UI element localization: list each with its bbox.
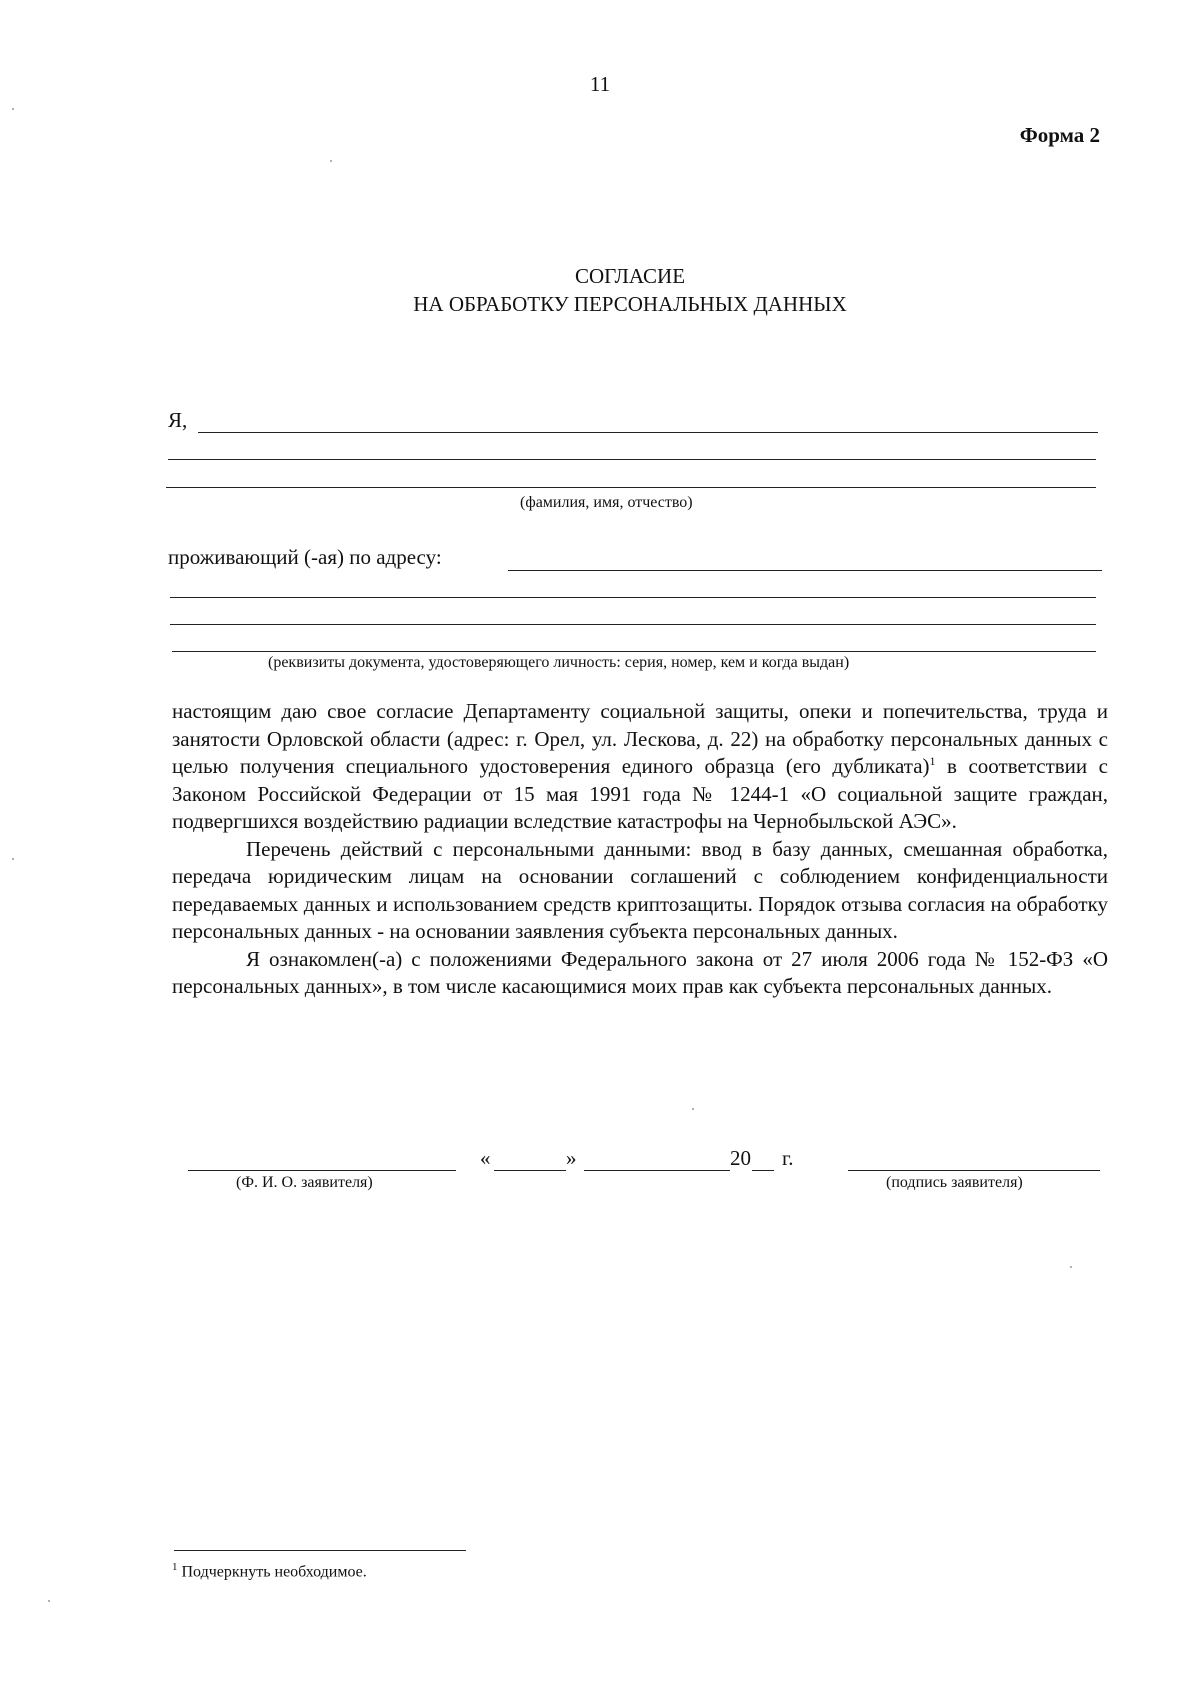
address-label: проживающий (-ая) по адресу: — [168, 545, 442, 569]
fio-caption: (фамилия, имя, отчество) — [520, 494, 693, 511]
footnote — [172, 1561, 367, 1581]
consent-paragraph-1: настоящим даю свое согласие Департаменту социальной защиты, опеки и попечительства, труда и занятости Орловской области (адрес: г. Орел, ул. Лескова, д. 22) на обработку персональных данных с целью получения специального удостоверения единого образца (его дубликата)$^1$ в соответствии с Законом Российской Федерации от 15 мая 1991 года № 1244-1 «О социальной защите граждан, подвергшихся воздействию радиации вследствие катастрофы на Чернобыльской АЭС». — [172, 699, 1108, 833]
consent-body — [172, 698, 1108, 1001]
i-label: Я, — [168, 408, 188, 432]
footnote-separator — [174, 1550, 466, 1551]
date-year-prefix: 20 — [730, 1146, 751, 1170]
date-year-suffix: г. — [782, 1146, 794, 1170]
title-line-1: СОГЛАСИЕ — [574, 264, 686, 288]
footnote-text: Подчеркнуть необходимое. — [181, 1563, 367, 1581]
date-open-quote: « — [480, 1146, 491, 1170]
fio-input-line-2[interactable] — [168, 459, 1096, 460]
title-line-2: НА ОБРАБОТКУ ПЕРСОНАЛЬНЫХ ДАННЫХ — [413, 292, 847, 316]
applicant-fio-caption: (Ф. И. О. заявителя) — [236, 1174, 373, 1191]
fio-input-line-3[interactable] — [166, 487, 1096, 488]
applicant-fio-line[interactable] — [188, 1170, 456, 1171]
consent-paragraph-3: Я ознакомлен(-а) с положениями Федерального закона от 27 июля 2006 года № 152-ФЗ «О персональных данных», в том числе касающимися моих прав как субъекта персональных данных. — [172, 946, 1108, 998]
footnote-marker: 1 — [929, 754, 936, 768]
date-close-quote: » — [566, 1146, 577, 1170]
scan-speck — [48, 1600, 50, 1602]
date-month-line[interactable] — [584, 1170, 730, 1171]
footnote-number: 1 — [172, 1561, 178, 1573]
applicant-signature-caption: (подпись заявителя) — [886, 1174, 1023, 1191]
scan-speck — [12, 858, 14, 860]
scan-speck — [12, 108, 14, 110]
fio-input-line-1[interactable] — [198, 432, 1098, 433]
document-input-line-2[interactable] — [172, 651, 1096, 652]
page-number: 11 — [589, 72, 611, 96]
scan-speck — [1070, 1266, 1072, 1268]
address-input-line-1[interactable] — [508, 570, 1102, 571]
document-caption: (реквизиты документа, удостоверяющего личность: серия, номер, кем и когда выдан) — [268, 654, 850, 671]
applicant-signature-line[interactable] — [848, 1170, 1100, 1171]
form-label: Форма 2 — [1019, 123, 1100, 147]
address-input-line-2[interactable] — [170, 597, 1096, 598]
document-title — [160, 262, 1100, 318]
scan-speck — [692, 1108, 694, 1110]
date-year-line[interactable] — [752, 1170, 774, 1171]
document-input-line-1[interactable] — [170, 624, 1096, 625]
date-day-line[interactable] — [494, 1170, 566, 1171]
scan-speck — [330, 160, 332, 162]
consent-paragraph-2: Перечень действий с персональными данными: ввод в базу данных, смешанная обработка, передача юридическим лицам на основании соглашений с соблюдением конфиденциальности передаваемых данных и использованием средств криптозащиты. Порядок отзыва согласия на обработку персональных данных - на основании заявления субъекта персональных данных. — [172, 836, 1108, 943]
